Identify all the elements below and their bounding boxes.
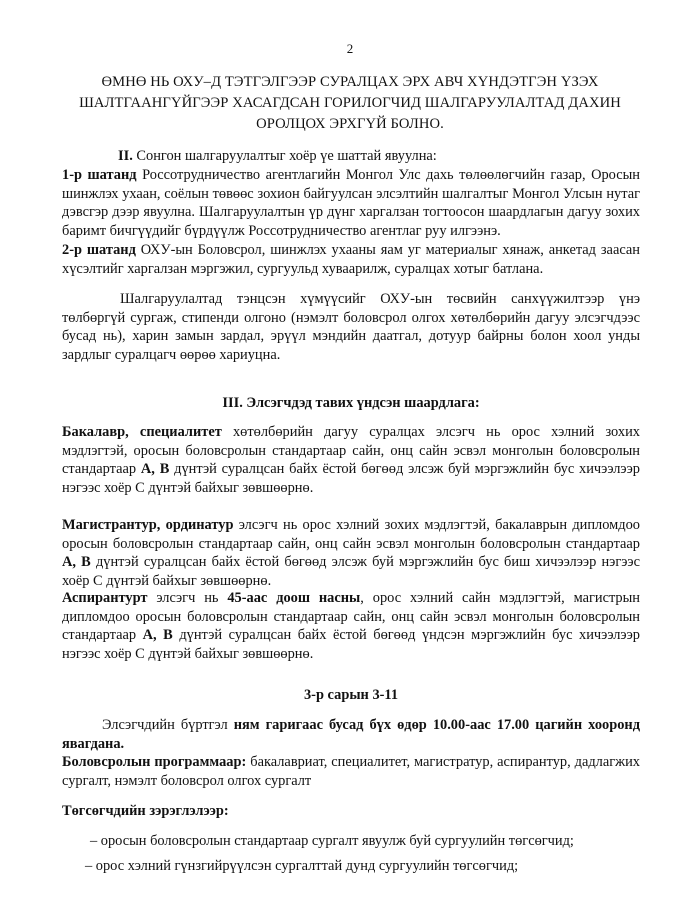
graduates-bullet-2: – орос хэлний гүнзгийрүүлсэн сургалттай дунд сургуулийн төгсөгчид;	[85, 858, 519, 874]
bachelor-paragraph	[62, 423, 640, 497]
graduates-bullet-1: – оросын боловсролын стандартаар сургалт явуулж буй сургуулийн төгсөгчид;	[90, 833, 574, 849]
programs-text: бакалавриат, специалитет, магистратур, аспирантур, дадлагжих сургалт, нэмэлт боловсрол олгох сургалт	[62, 754, 640, 789]
stage2-paragraph	[62, 241, 640, 278]
section2-intro-text: Сонгон шалгаруулалтыг хоёр үе шаттай явуулна:	[136, 148, 437, 164]
section2-roman: II.	[118, 148, 133, 164]
stage2-text: ОХУ-ын Боловсрол, шинжлэх ухааны яам уг материалыг хянаж, анкетад заасан хүсэлтийг харгалзан мэргэжил, сургуульд хуваарилж, суралцах хотыг батлана.	[62, 242, 640, 277]
aspirant-grades: А, В	[142, 627, 173, 643]
aspirant-tail: дүнтэй суралцсан байх ёстой бөгөөд үндсэн мэргэжлийн бус хичээлээр нэгээс хоёр С дүнтэй байхыг зөвшөөрнө.	[62, 627, 640, 662]
stage1-label: 1-р шатанд	[62, 167, 137, 183]
programs-paragraph	[62, 753, 640, 790]
programs-label: Боловсролын программаар:	[62, 754, 247, 770]
stage2-label: 2-р шатанд	[62, 242, 136, 258]
bachelor-text: хөтөлбөрийн дагуу суралцах элсэгч нь орос хэлний зохих мэдлэгтэй, оросын боловсролын стандартаар сайн, онц сайн эсвэл монголын боловсролын стандартаар	[62, 424, 640, 477]
master-paragraph	[62, 516, 640, 590]
date-heading: 3-р сарын 3-11	[303, 687, 399, 703]
graduates-heading: Төгсөгчдийн зэрэглэлээр:	[62, 803, 229, 819]
bachelor-grades: А, В	[140, 461, 170, 477]
stage1-text: Россотрудничество агентлагийн Монгол Улс дахь төлөөлөгчийн газар, Оросын шинжлэх ухаан, соёлын төвөөс зохион байгуулсан элсэлтийн шалгалтыг Монгол Улсын нутаг дэвсгэр дээр явуулна. Шалгаруулалтын үр дүнг харгалзан тогтоосон шаардлагын дагуу зохих баримт бичгүүдийг бүрдүүлж Россотрудничество агентлаг руу илгээнэ.	[62, 167, 640, 239]
bachelor-label: Бакалавр, специалитет	[62, 424, 222, 440]
aspirant-mid: элсэгч нь	[156, 590, 219, 606]
registration-text: Элсэгчдийн бүртгэл	[102, 717, 228, 733]
registration-paragraph	[62, 716, 640, 753]
funding-paragraph: Шалгаруулалтад тэнцсэн хүмүүсийг ОХУ-ын төсвийн санхүүжилтээр үнэ төлбөргүй сургаж, стипенди олгоно (нэмэлт боловсрол олгох хөтөлбөрийн дагуу элсэгчдээс бусад нь), харин замын зардал, эрүүл мэндийн даатгал, дотуур байрны болон хоол унды зардлыг суралцагч өөрөө хариуцна.	[62, 291, 640, 363]
section2-intro	[62, 147, 640, 166]
section3-heading: III. Элсэгчдэд тавих үндсэн шаардлага:	[222, 395, 480, 411]
aspirant-age: 45-аас доош насны	[227, 590, 361, 606]
bachelor-tail: дүнтэй суралцсан байх ёстой бөгөөд элсэж буй мэргэжлийн бус хичээлээр нэгээс хоёр С дүнтэй байхыг зөвшөөрнө.	[62, 461, 640, 496]
page-number: 2	[346, 41, 354, 56]
master-tail: дүнтэй суралцсан байх ёстой бөгөөд элсэж буй мэргэжлийн бус биш хичээлээр нэгээс хоёр С дүнтэй байхыг зөвшөөрнө.	[62, 554, 640, 589]
aspirant-paragraph	[62, 589, 640, 663]
aspirant-text: , орос хэлний сайн мэдлэгтэй, магистрын дипломдоо оросын боловсролын стандартаар сайн, онц сайн эсвэл монголын боловсролын стандартаар	[62, 590, 640, 643]
master-grades: А, В	[62, 554, 91, 570]
registration-bold: ням гаригаас бусад бүх өдөр 10.00-аас 17.00 цагийн хооронд явагдана.	[62, 717, 640, 752]
aspirant-label: Аспирантурт	[62, 590, 148, 606]
stage1-paragraph	[62, 166, 640, 240]
master-text: элсэгч нь орос хэлний зохих мэдлэгтэй, бакалаврын дипломдоо оросын боловсролын стандартаар сайн, онц сайн эсвэл монголын боловсролын стандартаар	[62, 517, 640, 552]
master-label: Магистрантур, ординатур	[62, 517, 234, 533]
page-title: ӨМНӨ НЬ ОХУ–Д ТЭТГЭЛГЭЭР СУРАЛЦАХ ЭРХ АВЧ ХҮНДЭТГЭН ҮЗЭХ ШАЛТГААНГҮЙГЭЭР ХАСАГДСАН ГОРИЛОГЧИД ШАЛГАРУУЛАЛТАД ДАХИН ОРОЛЦОХ ЭРХГҮЙ БОЛНО.	[79, 74, 621, 132]
